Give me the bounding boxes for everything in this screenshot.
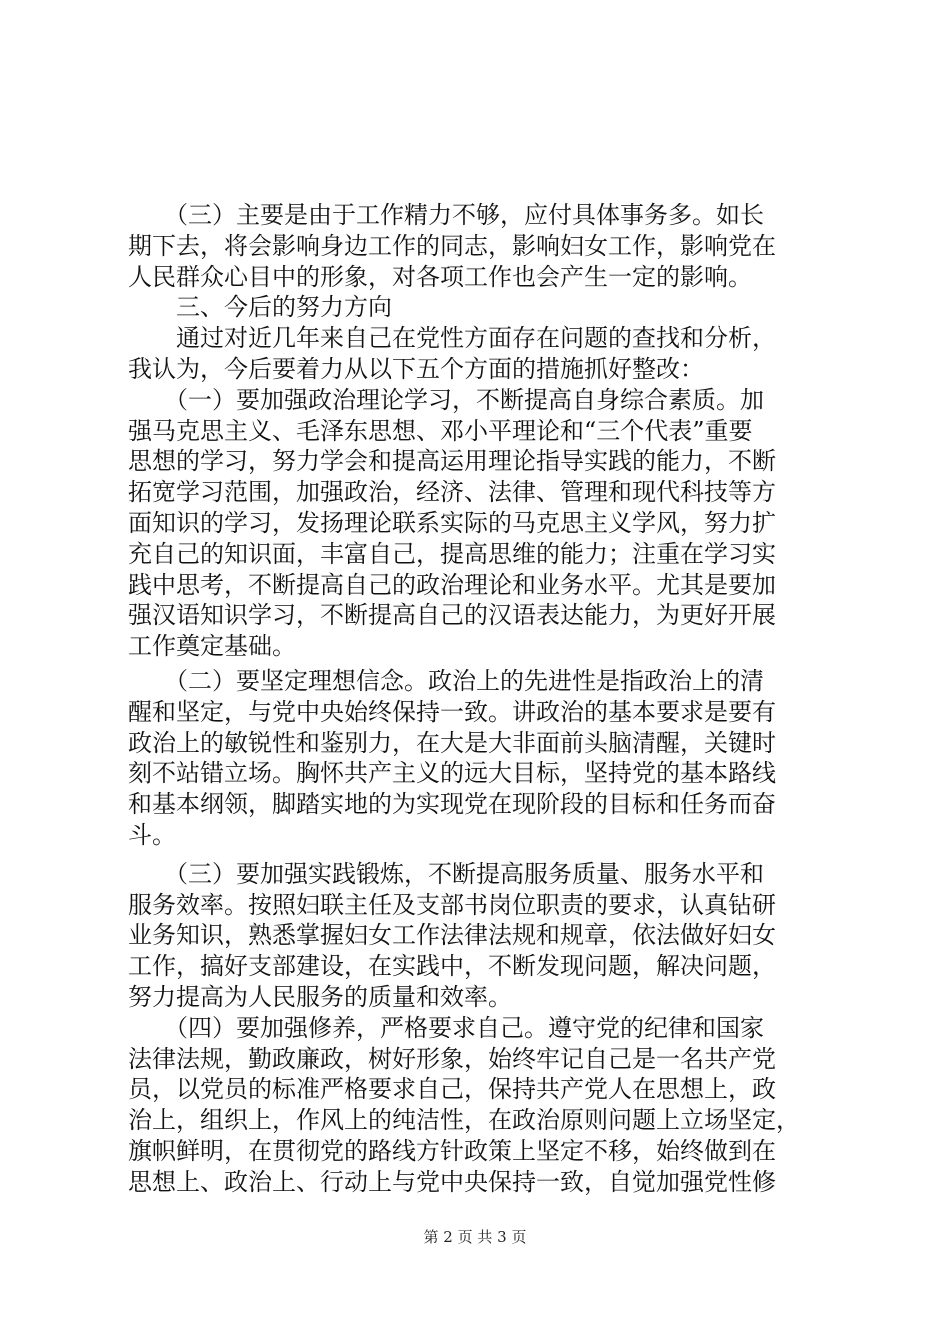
text-line: 期下去，将会影响身边工作的同志，影响妇女工作，影响党在 (128, 231, 776, 260)
text-line: 醒和坚定，与党中央始终保持一致。讲政治的基本要求是要有 (128, 697, 776, 726)
text-line: 工作，搞好支部建设，在实践中，不断发现问题，解决问题， (128, 952, 776, 981)
text-line: 人民群众心目中的形象，对各项工作也会产生一定的影响。 (128, 262, 752, 291)
text-line: 斗。 (128, 820, 176, 849)
text-line: 强汉语知识学习，不断提高自己的汉语表达能力，为更好开展 (128, 601, 776, 630)
text-line: 充自己的知识面，丰富自己，提高思维的能力；注重在学习实 (128, 539, 776, 568)
text-line: （三）要加强实践锻炼，不断提高服务质量、服务水平和 (128, 859, 764, 888)
text-line: 刻不站错立场。胸怀共产主义的远大目标，坚持党的基本路线 (128, 759, 776, 788)
section-heading: 三、今后的努力方向 (128, 293, 392, 322)
text-line: 拓宽学习范围，加强政治，经济、法律、管理和现代科技等方 (128, 478, 776, 507)
text-line: 面知识的学习，发扬理论联系实际的马克思主义学风，努力扩 (128, 508, 776, 537)
text-line: 努力提高为人民服务的质量和效率。 (128, 982, 512, 1011)
text-line: 思想的学习，努力学会和提高运用理论指导实践的能力，不断 (128, 447, 776, 476)
text-line: （二）要坚定理想信念。政治上的先进性是指政治上的清 (128, 666, 764, 695)
text-line: 政治上的敏锐性和鉴别力，在大是大非面前头脑清醒，关键时 (128, 728, 776, 757)
document-body (128, 200, 832, 1198)
text-line: 治上，组织上，作风上的纯洁性，在政治原则问题上立场坚定， (128, 1106, 800, 1135)
text-line: 旗帜鲜明，在贯彻党的路线方针政策上坚定不移，始终做到在 (128, 1136, 776, 1165)
text-line: （三）主要是由于工作精力不够，应付具体事务多。如长 (128, 201, 764, 229)
text-line: （四）要加强修养，严格要求自己。遵守党的纪律和国家 (128, 1013, 764, 1042)
text-line: 工作奠定基础。 (128, 632, 296, 661)
page-footer: 第 2 页 共 3 页 (423, 1228, 527, 1246)
text-line: 业务知识，熟悉掌握妇女工作法律法规和规章，依法做好妇女 (128, 921, 776, 950)
text-line: 强马克思主义、毛泽东思想、邓小平理论和“三个代表”重要 (128, 416, 753, 445)
text-line: 思想上、政治上、行动上与党中央保持一致，自觉加强党性修 (128, 1167, 776, 1196)
text-line: 我认为，今后要着力从以下五个方面的措施抓好整改： (128, 354, 704, 383)
text-line: 践中思考，不断提高自己的政治理论和业务水平。尤其是要加 (128, 570, 776, 599)
text-line: （一）要加强政治理论学习，不断提高自身综合素质。加 (128, 385, 764, 414)
text-line: 法律法规，勤政廉政，树好形象，始终牢记自己是一名共产党 (128, 1044, 776, 1073)
text-line: 员，以党员的标准严格要求自己，保持共产党人在思想上，政 (128, 1075, 776, 1104)
text-line: 服务效率。按照妇联主任及支部书岗位职责的要求，认真钻研 (128, 890, 776, 919)
text-line: 和基本纲领，脚踏实地的为实现党在现阶段的目标和任务而奋 (128, 790, 776, 819)
text-line: 通过对近几年来自己在党性方面存在问题的查找和分析， (128, 324, 776, 353)
